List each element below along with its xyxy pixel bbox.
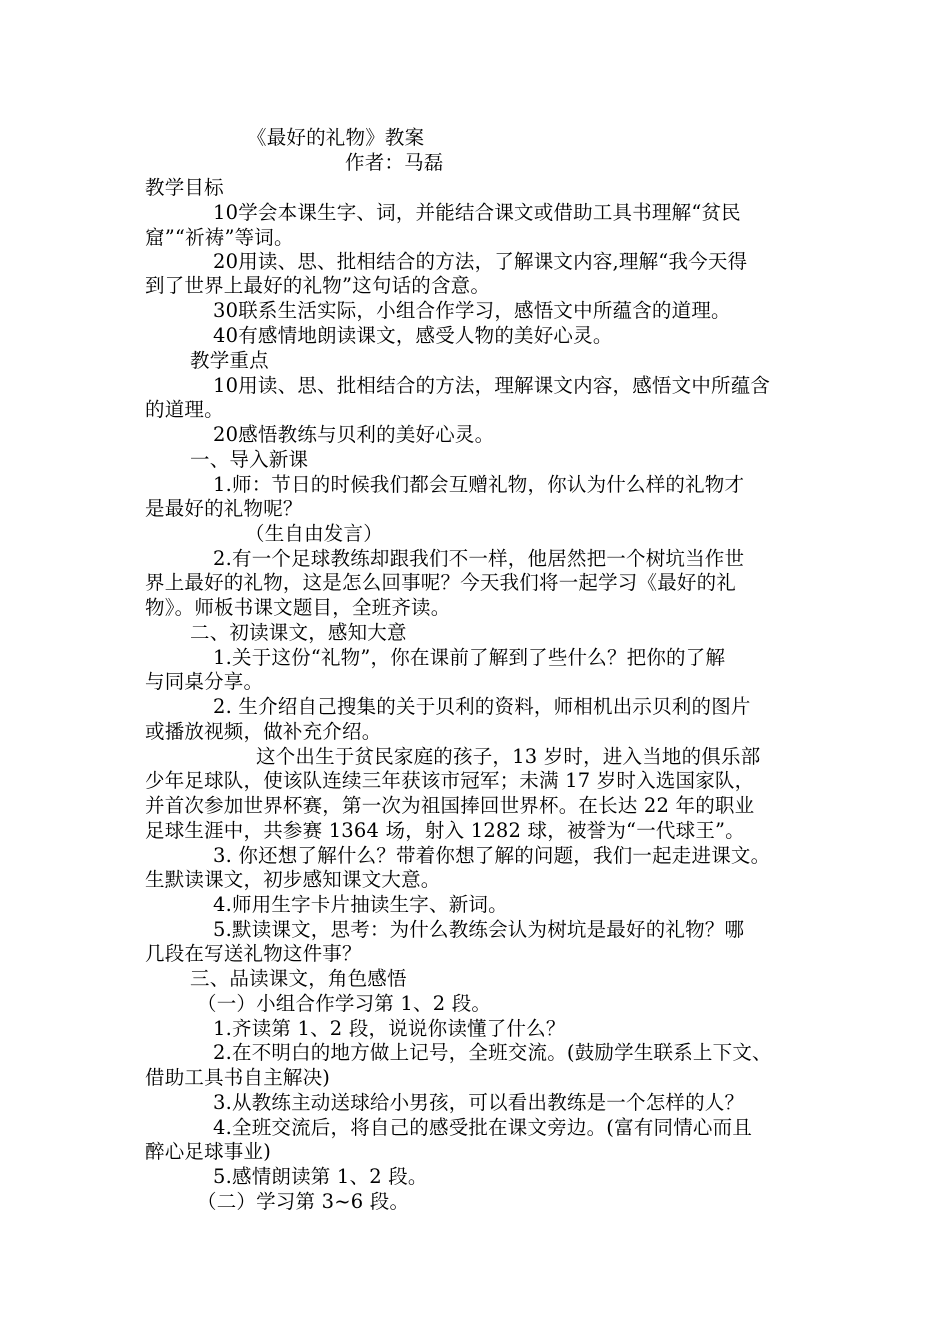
text-line: 2.有一个足球教练却跟我们不一样，他居然把一个树坑当作世 bbox=[213, 547, 745, 570]
text-line: 5.感情朗读第 1、2 段。 bbox=[213, 1165, 428, 1188]
text-line: 3.从教练主动送球给小男孩，可以看出教练是一个怎样的人？ bbox=[213, 1091, 745, 1114]
subsection-heading: （一）小组合作学习第 1、2 段。 bbox=[197, 992, 492, 1015]
text-line: 物》。师板书课文题目，全班齐读。 bbox=[145, 596, 451, 619]
section-heading: 一、导入新课 bbox=[190, 448, 309, 471]
text-line: 或播放视频，做补充介绍。 bbox=[145, 720, 382, 743]
text-line: 醉心足球事业) bbox=[145, 1140, 272, 1163]
text-line: 10用读、思、批相结合的方法，理解课文内容，感悟文中所蕴含 bbox=[213, 374, 771, 397]
text-line: 10学会本课生字、词，并能结合课文或借助工具书理解“贫民 bbox=[213, 201, 741, 224]
text-line: 是最好的礼物呢？ bbox=[145, 497, 303, 520]
section-heading: 三、品读课文，角色感悟 bbox=[190, 967, 407, 990]
text-line: 几段在写送礼物这件事？ bbox=[145, 942, 362, 965]
text-line: 与同桌分享。 bbox=[145, 670, 264, 693]
text-line: 这个出生于贫民家庭的孩子，13 岁时，进入当地的俱乐部 bbox=[256, 745, 761, 768]
text-line: 20感悟教练与贝利的美好心灵。 bbox=[213, 423, 495, 446]
text-line: 5.默读课文，思考：为什么教练会认为树坑是最好的礼物？哪 bbox=[213, 918, 745, 941]
text-line: 4.师用生字卡片抽读生字、新词。 bbox=[213, 893, 508, 916]
text-line: 足球生涯中，共参赛 1364 场，射入 1282 球，被誉为“一代球王”。 bbox=[145, 819, 745, 842]
text-line: 界上最好的礼物，这是怎么回事呢？今天我们将一起学习《最好的礼 bbox=[145, 571, 737, 594]
section-heading: 教学重点 bbox=[190, 349, 269, 372]
document-title: 《最好的礼物》教案 bbox=[247, 126, 425, 149]
text-line: 1.关于这份“礼物”，你在课前了解到了些什么？把你的了解 bbox=[213, 646, 726, 669]
text-line: 20用读、思、批相结合的方法，了解课文内容,理解“我今天得 bbox=[213, 250, 748, 273]
text-line: 30联系生活实际，小组合作学习，感悟文中所蕴含的道理。 bbox=[213, 299, 731, 322]
text-line: 窟”“祈祷”等词。 bbox=[145, 226, 294, 249]
text-line: 并首次参加世界杯赛，第一次为祖国捧回世界杯。在长达 22 年的职业 bbox=[145, 794, 755, 817]
text-line: 1.师：节日的时候我们都会互赠礼物，你认为什么样的礼物才 bbox=[213, 473, 745, 496]
text-line: （生自由发言） bbox=[245, 522, 383, 545]
text-line: 4.全班交流后，将自己的感受批在课文旁边。(富有同情心而且 bbox=[213, 1116, 753, 1139]
text-line: 3. 你还想了解什么？带着你想了解的问题，我们一起走进课文。 bbox=[213, 844, 771, 867]
text-line: 2. 生介绍自己搜集的关于贝利的资料，师相机出示贝利的图片 bbox=[213, 695, 751, 718]
section-heading: 二、初读课文，感知大意 bbox=[190, 621, 407, 644]
text-line: 借助工具书自主解决) bbox=[145, 1066, 331, 1089]
text-line: 少年足球队，使该队连续三年获该市冠军；未满 17 岁时入选国家队， bbox=[145, 769, 755, 792]
text-line: 2.在不明白的地方做上记号，全班交流。(鼓励学生联系上下文、 bbox=[213, 1041, 772, 1064]
text-line: 到了世界上最好的礼物”这句话的含意。 bbox=[145, 274, 491, 297]
subsection-heading: （二）学习第 3~6 段。 bbox=[197, 1190, 410, 1213]
section-heading: 教学目标 bbox=[145, 176, 224, 199]
text-line: 1.齐读第 1、2 段，说说你读懂了什么？ bbox=[213, 1017, 566, 1040]
text-line: 40有感情地朗读课文，感受人物的美好心灵。 bbox=[213, 324, 613, 347]
text-line: 生默读课文，初步感知课文大意。 bbox=[145, 868, 441, 891]
text-line: 的道理。 bbox=[145, 398, 224, 421]
author-line: 作者：马磊 bbox=[345, 151, 444, 174]
